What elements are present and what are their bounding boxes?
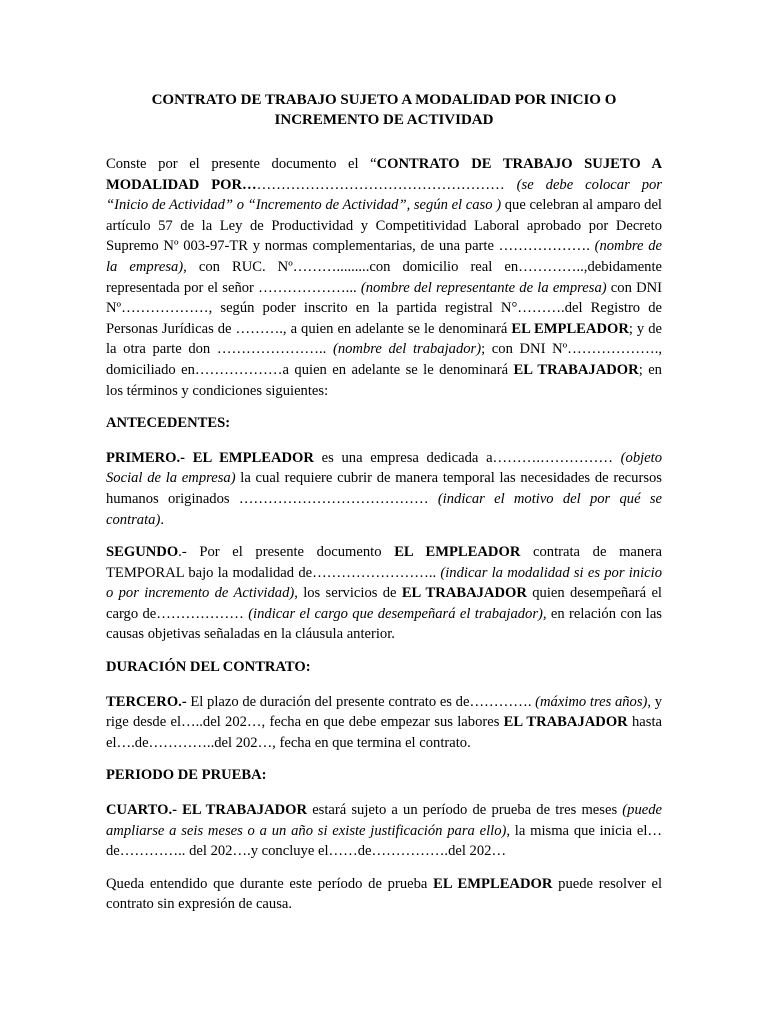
employer-term: EL EMPLEADOR xyxy=(394,544,521,561)
clause-text: es una empresa dedicada a……….…………… xyxy=(313,449,621,466)
modality-note: (se debe colocar por “Inicio de Actividad” o “Incremento de Actividad”, según el caso ) xyxy=(106,176,662,214)
clause-label: PRIMERO.- EL EMPLEADOR xyxy=(106,449,314,466)
clause-text: .- Por el presente documento xyxy=(178,544,395,561)
intro-text: ; en los términos y condiciones siguientes: xyxy=(106,361,662,399)
clause-text: , los servicios de xyxy=(294,585,402,602)
clause-segundo xyxy=(106,542,662,645)
clause-text: la cual requiere cubrir de manera temporal las necesidades de recursos humanos originados ………………………………… xyxy=(106,470,662,507)
closing-paragraph xyxy=(106,874,662,915)
clause-text: . xyxy=(160,511,164,528)
clause-tercero xyxy=(106,692,662,754)
clause-note: (indicar el cargo que desempeñará el trabajador), xyxy=(248,605,547,622)
clause-label: TERCERO.- xyxy=(106,693,187,710)
employer-term: EL EMPLEADOR xyxy=(433,875,553,892)
clause-text: El plazo de duración del presente contrato es de…………. xyxy=(186,693,536,710)
clause-text: contrata de manera TEMPORAL bajo la modalidad de…………………….. xyxy=(106,544,663,581)
clause-text: hasta el….de…………..del 202…, fecha en que termina el contrato. xyxy=(106,714,662,751)
intro-text: con DNI Nº………………, según poder inscrito en la partida registral N°……….del Registro de Personas Jurídicas de ………., a quien en adelante se le denominará xyxy=(106,279,663,337)
intro-text: ; con DNI Nº………………., domiciliado en………………a quien en adelante se le denominará xyxy=(106,341,663,378)
clause-label: SEGUNDO xyxy=(106,544,179,561)
worker-term: EL TRABAJADOR xyxy=(513,361,639,378)
contract-name: CONTRATO DE TRABAJO SUJETO A MODALIDAD POR… xyxy=(106,156,663,193)
intro-text: , con RUC. Nº……….........con domicilio real en…………..,debidamente representada por el señor ………………... xyxy=(106,258,663,296)
clause-text: Queda entendido que durante este período de prueba xyxy=(106,875,434,892)
clause-text: en relación con las causas objetivas señaladas en la cláusula anterior. xyxy=(106,605,662,643)
intro-text: ; y de la otra parte don ………………….. xyxy=(106,320,662,358)
section-heading-periodo: PERIODO DE PRUEBA: xyxy=(106,767,267,784)
employer-term: EL EMPLEADOR xyxy=(511,320,629,337)
section-heading-duracion: DURACIÓN DEL CONTRATO: xyxy=(106,659,311,676)
clause-note: (objeto Social de la empresa) xyxy=(106,449,662,487)
clause-primero xyxy=(106,448,662,530)
clause-note: (indicar el motivo del por qué se contrata) xyxy=(106,490,662,528)
clause-text: puede resolver el contrato sin expresión de causa. xyxy=(106,875,663,913)
clause-note: (indicar la modalidad si es por inicio o por incremento de Actividad) xyxy=(106,564,662,602)
clause-note: (puede ampliarse a seis meses o a un año si existe justificación para ello) xyxy=(106,802,662,839)
clause-text: , y rige desde el…..del 202…, fecha en que debe empezar sus labores xyxy=(106,693,663,731)
clause-text: quien desempeñará el cargo de……………… xyxy=(106,585,662,622)
title-line-2: INCREMENTO DE ACTIVIDAD xyxy=(274,112,494,128)
intro-text: que celebran al amparo del artículo 57 de la Ley de Productividad y Competitividad Laboral aprobado por Decreto Supremo Nº 003-97-TR y normas complementarias, de una parte ………………. xyxy=(106,197,662,255)
clause-text: , la misma que inicia el…de………….. del 202….y concluye el……de…………….del 202… xyxy=(106,822,662,860)
company-name-note: (nombre de la empresa) xyxy=(106,238,662,275)
clause-cuarto xyxy=(106,800,662,862)
title-line-1: CONTRATO DE TRABAJO SUJETO A MODALIDAD POR INICIO O xyxy=(151,92,617,108)
worker-name-note: (nombre del trabajador) xyxy=(332,341,482,358)
clause-text: estará sujeto a un período de prueba de tres meses xyxy=(307,802,623,819)
representative-note: (nombre del representante de la empresa) xyxy=(360,279,607,296)
clause-label: CUARTO.- EL TRABAJADOR xyxy=(106,802,308,819)
worker-term: EL TRABAJADOR xyxy=(503,714,628,731)
clause-note: (máximo tres años) xyxy=(535,693,648,710)
intro-text: …………………………………………… xyxy=(256,176,517,193)
intro-paragraph xyxy=(106,154,662,401)
section-heading-antecedentes: ANTECEDENTES: xyxy=(106,415,231,432)
document-title xyxy=(106,90,662,130)
worker-term: EL TRABAJADOR xyxy=(401,585,527,602)
intro-text: Conste por el presente documento el “ xyxy=(106,156,377,172)
